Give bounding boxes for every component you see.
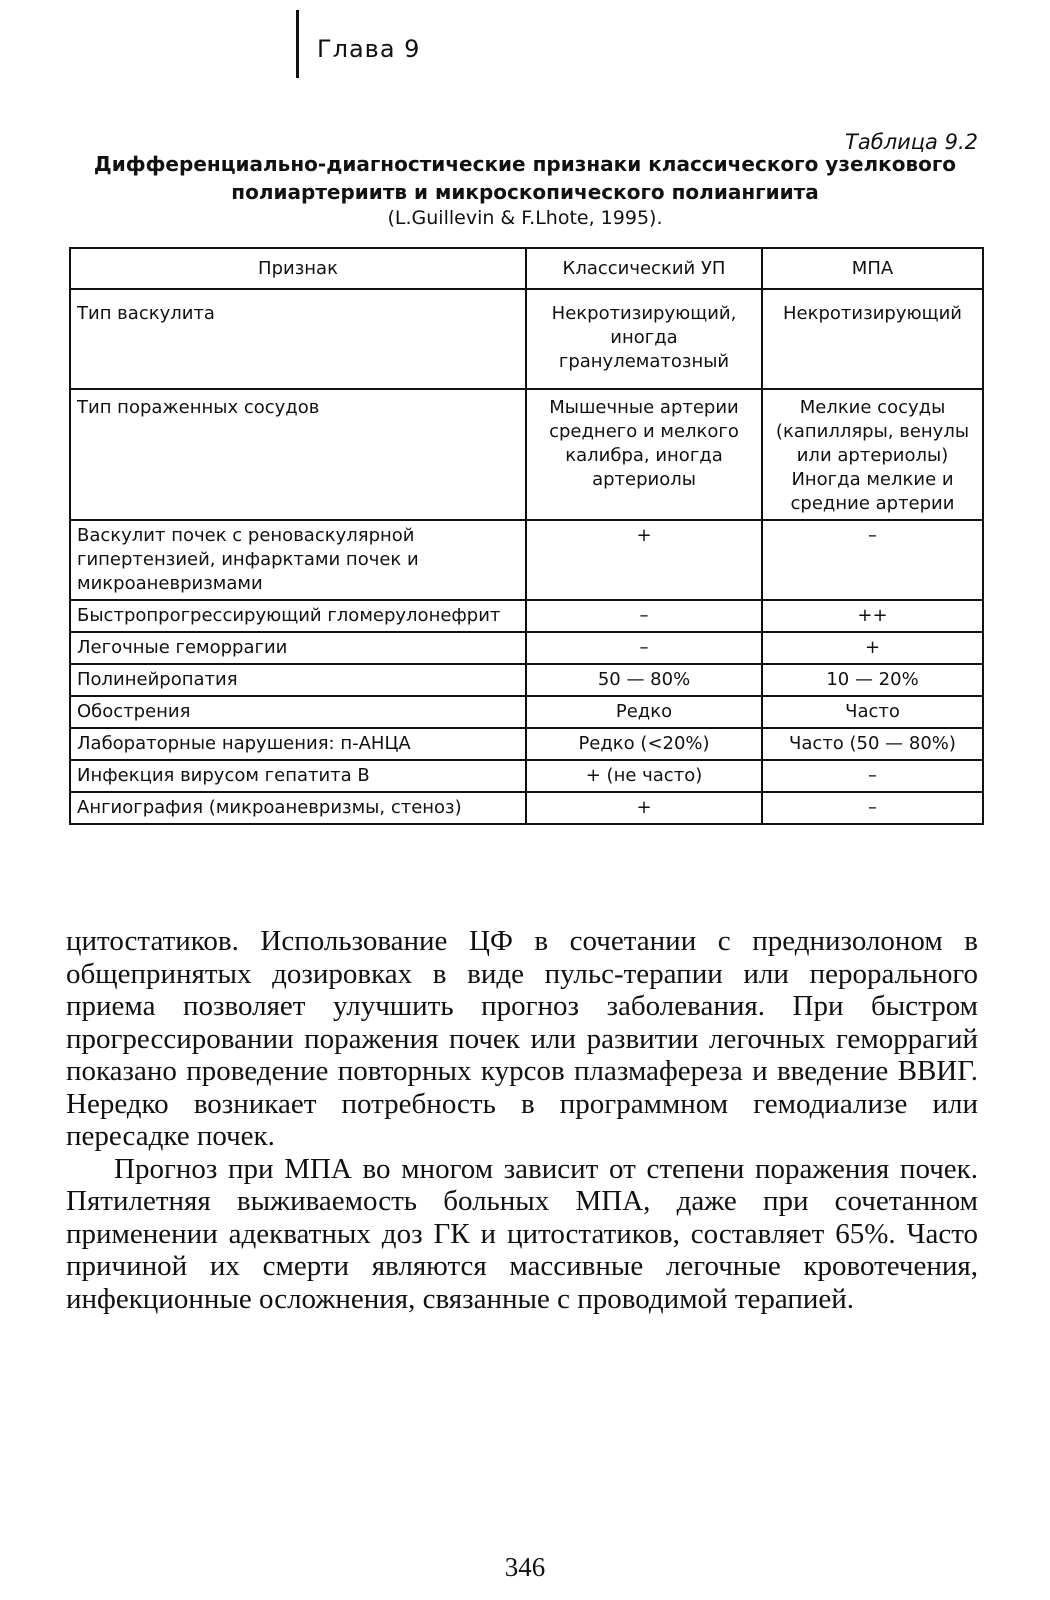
mpa-cell: –: [762, 792, 983, 824]
table-row: [70, 728, 983, 760]
column-header-mpa: МПА: [762, 248, 983, 289]
classic-pan-cell: +: [526, 792, 762, 824]
feature-cell: Тип пораженных сосудов: [70, 389, 526, 520]
classic-pan-cell: Редко: [526, 696, 762, 728]
mpa-cell: Мелкие сосуды (капилляры, венулы или артериолы) Иногда мелкие и средние артерии: [762, 389, 983, 520]
body-paragraph-2: Прогноз при МПА во многом зависит от степени поражения почек. Пятилетняя выживаемость больных МПА, даже при сочетанном применении адекватных доз ГК и цитостатиков, составляет 65%. Часто причиной их смерти являются массивные легочные кровотечения, инфекционные осложнения, связанные с проводимой терапией.: [66, 1152, 978, 1315]
mpa-cell: 10 — 20%: [762, 664, 983, 696]
classic-pan-cell: 50 — 80%: [526, 664, 762, 696]
table-row: [70, 389, 983, 520]
classic-pan-cell: + (не часто): [526, 760, 762, 792]
mpa-cell: Часто (50 — 80%): [762, 728, 983, 760]
mpa-cell: Некротизирующий: [762, 289, 983, 389]
table-title-block: [64, 150, 986, 230]
feature-cell: Ангиография (микроаневризмы, стеноз): [70, 792, 526, 824]
table-row: [70, 600, 983, 632]
mpa-cell: +: [762, 632, 983, 664]
mpa-cell: –: [762, 760, 983, 792]
feature-cell: Быстропрогрессирующий гломерулонефрит: [70, 600, 526, 632]
classic-pan-cell: Мышечные артерии среднего и мелкого калибра, иногда артериолы: [526, 389, 762, 520]
table-title-line-1: Дифференциально-диагностические признаки классического узелкового: [93, 152, 957, 176]
body-paragraph-1: цитостатиков. Использование ЦФ в сочетании с преднизолоном в общепринятых дозировках в виде пульс-терапии или перорального приема позволяет улучшить прогноз заболевания. При быстром прогрессировании поражения почек или развитии легочных геморрагий показано проведение повторных курсов плазмафереза и введение ВВИГ. Нередко возникает потребность в программном гемодиализе или пересадке почек.: [66, 925, 978, 1152]
table-number: Таблица 9.2: [845, 130, 978, 154]
table-row: [70, 289, 983, 389]
classic-pan-cell: Некротизирующий, иногда гранулематозный: [526, 289, 762, 389]
feature-cell: Васкулит почек с реноваскулярной гипертензией, инфарктами почек и микроаневризмами: [70, 520, 526, 600]
table-row: [70, 520, 983, 600]
page-number: 346: [504, 1552, 546, 1582]
classic-pan-cell: –: [526, 600, 762, 632]
feature-cell: Полинейропатия: [70, 664, 526, 696]
chapter-title: Глава 9: [317, 35, 421, 63]
column-header-classic-pan: Классический УП: [526, 248, 762, 289]
classic-pan-cell: Редко (<20%): [526, 728, 762, 760]
mpa-cell: ++: [762, 600, 983, 632]
body-text: [66, 925, 978, 1315]
feature-cell: Лабораторные нарушения: п-АНЦА: [70, 728, 526, 760]
classic-pan-cell: –: [526, 632, 762, 664]
table-row: [70, 664, 983, 696]
column-header-feature: Признак: [70, 248, 526, 289]
table-source: (L.Guillevin & F.Lhote, 1995).: [387, 207, 663, 229]
feature-cell: Обострения: [70, 696, 526, 728]
feature-cell: Инфекция вирусом гепатита В: [70, 760, 526, 792]
table-row: [70, 760, 983, 792]
table-header-row: [70, 248, 983, 289]
table-title-line-2: полиартериитв и микроскопического полиангиита: [231, 180, 819, 204]
feature-cell: Тип васкулита: [70, 289, 526, 389]
table-row: [70, 632, 983, 664]
table-row: [70, 792, 983, 824]
chapter-header: [296, 10, 421, 78]
mpa-cell: –: [762, 520, 983, 600]
feature-cell: Легочные геморрагии: [70, 632, 526, 664]
differential-diagnosis-table: [69, 247, 984, 825]
classic-pan-cell: +: [526, 520, 762, 600]
mpa-cell: Часто: [762, 696, 983, 728]
table-row: [70, 696, 983, 728]
